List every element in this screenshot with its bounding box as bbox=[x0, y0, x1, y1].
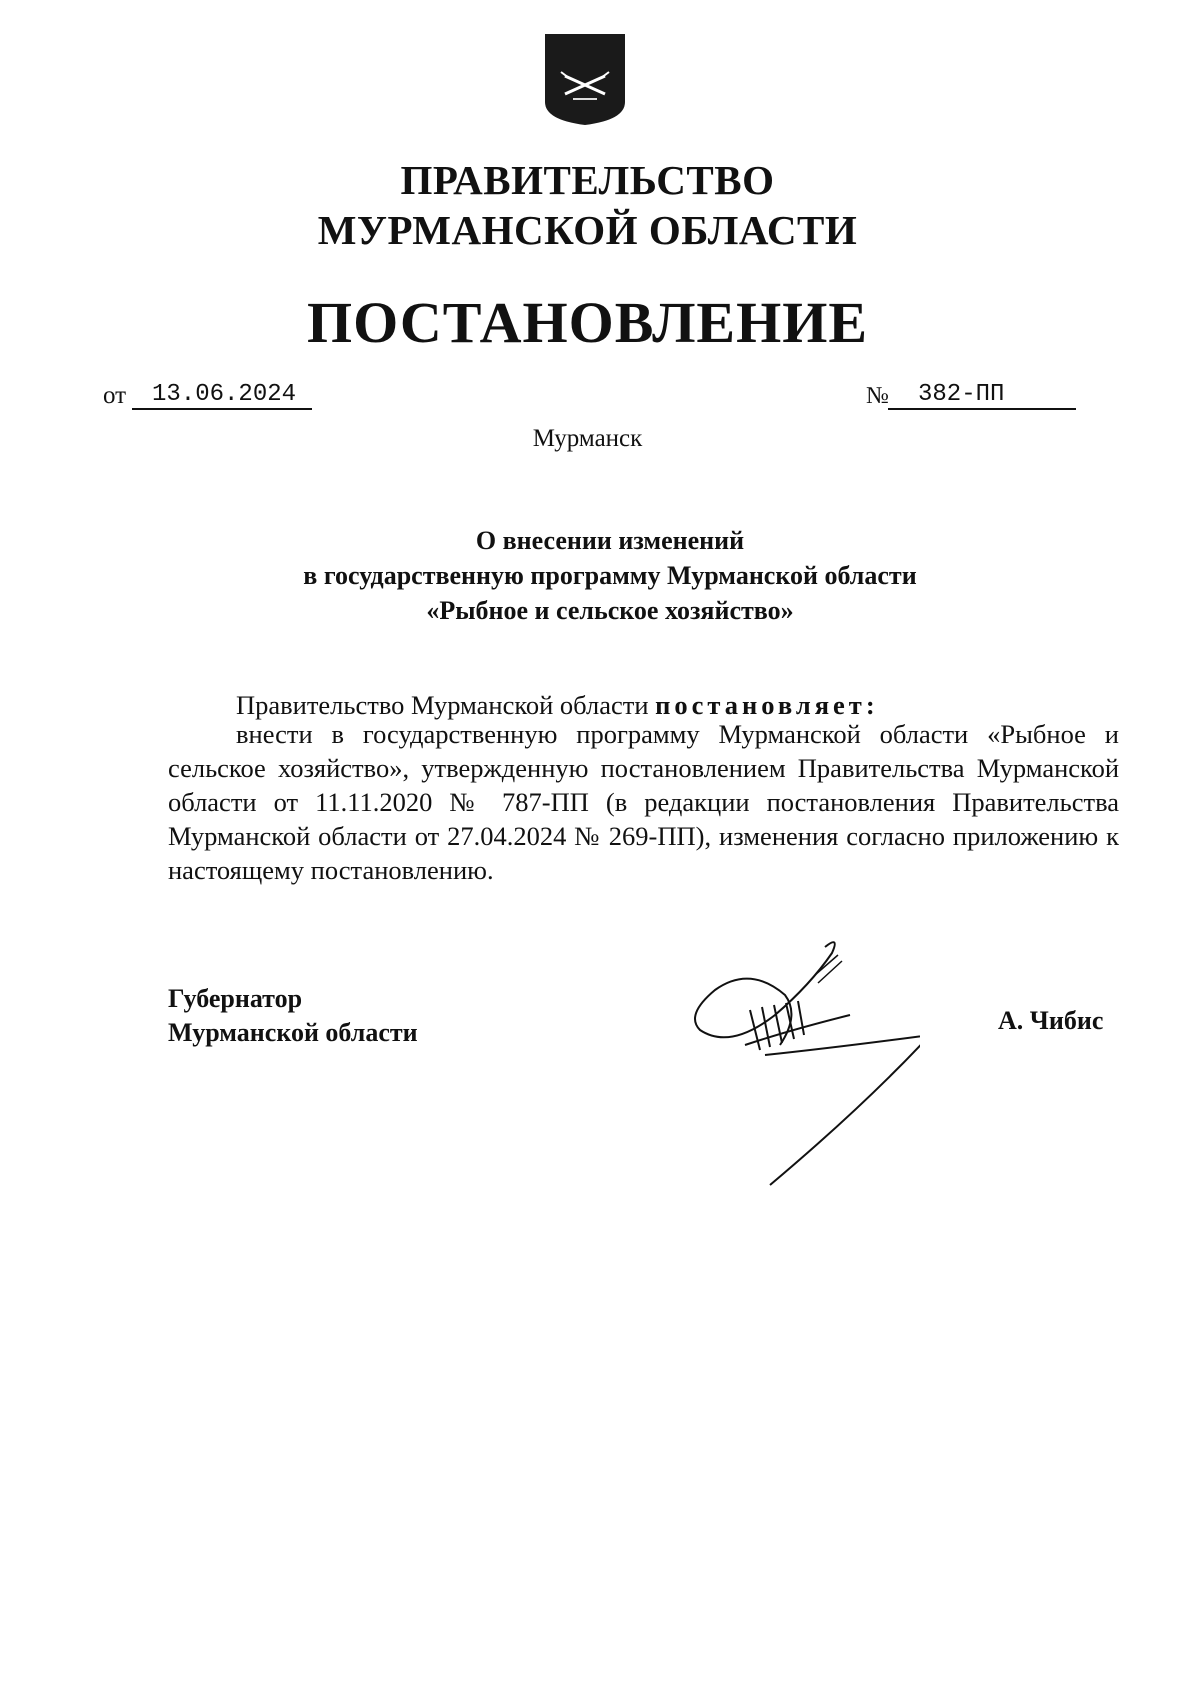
city-name: Мурманск bbox=[532, 425, 643, 452]
signer-title-line1: Губернатор bbox=[168, 984, 303, 1013]
subject-line2: в государственную программу Мурманской области bbox=[303, 561, 917, 590]
government-name-line1: ПРАВИТЕЛЬСТВО bbox=[400, 157, 775, 203]
document-number: 382-ПП bbox=[888, 380, 1076, 410]
resolution-verb: постановляет: bbox=[655, 690, 879, 720]
subject-line1: О внесении изменений bbox=[475, 526, 745, 555]
handwritten-signature-icon bbox=[690, 935, 920, 1195]
coat-of-arms-icon bbox=[543, 32, 627, 127]
document-date: 13.06.2024 bbox=[132, 380, 312, 410]
from-label: от bbox=[103, 382, 127, 409]
resolution-intro-text: Правительство Мурманской области bbox=[236, 690, 649, 720]
signer-title-line2: Мурманской области bbox=[168, 1018, 418, 1047]
signer-name: А. Чибис bbox=[998, 1006, 1104, 1035]
government-name-line2: МУРМАНСКОЙ ОБЛАСТИ bbox=[317, 207, 858, 253]
number-label: № bbox=[866, 383, 889, 409]
subject-line3: «Рыбное и сельское хозяйство» bbox=[426, 596, 794, 625]
resolution-body: внести в государственную программу Мурманской области «Рыбное и сельское хозяйство», утвержденную постановлением Правительства Мурманской области от 11.11.2020 № 787-ПП (в редакции постановления Правительства Мурманской области от 27.04.2024 № 269-ПП), изменения согласно приложению к настоящему постановлению. bbox=[168, 719, 1119, 885]
document-type-heading: ПОСТАНОВЛЕНИЕ bbox=[306, 290, 869, 355]
